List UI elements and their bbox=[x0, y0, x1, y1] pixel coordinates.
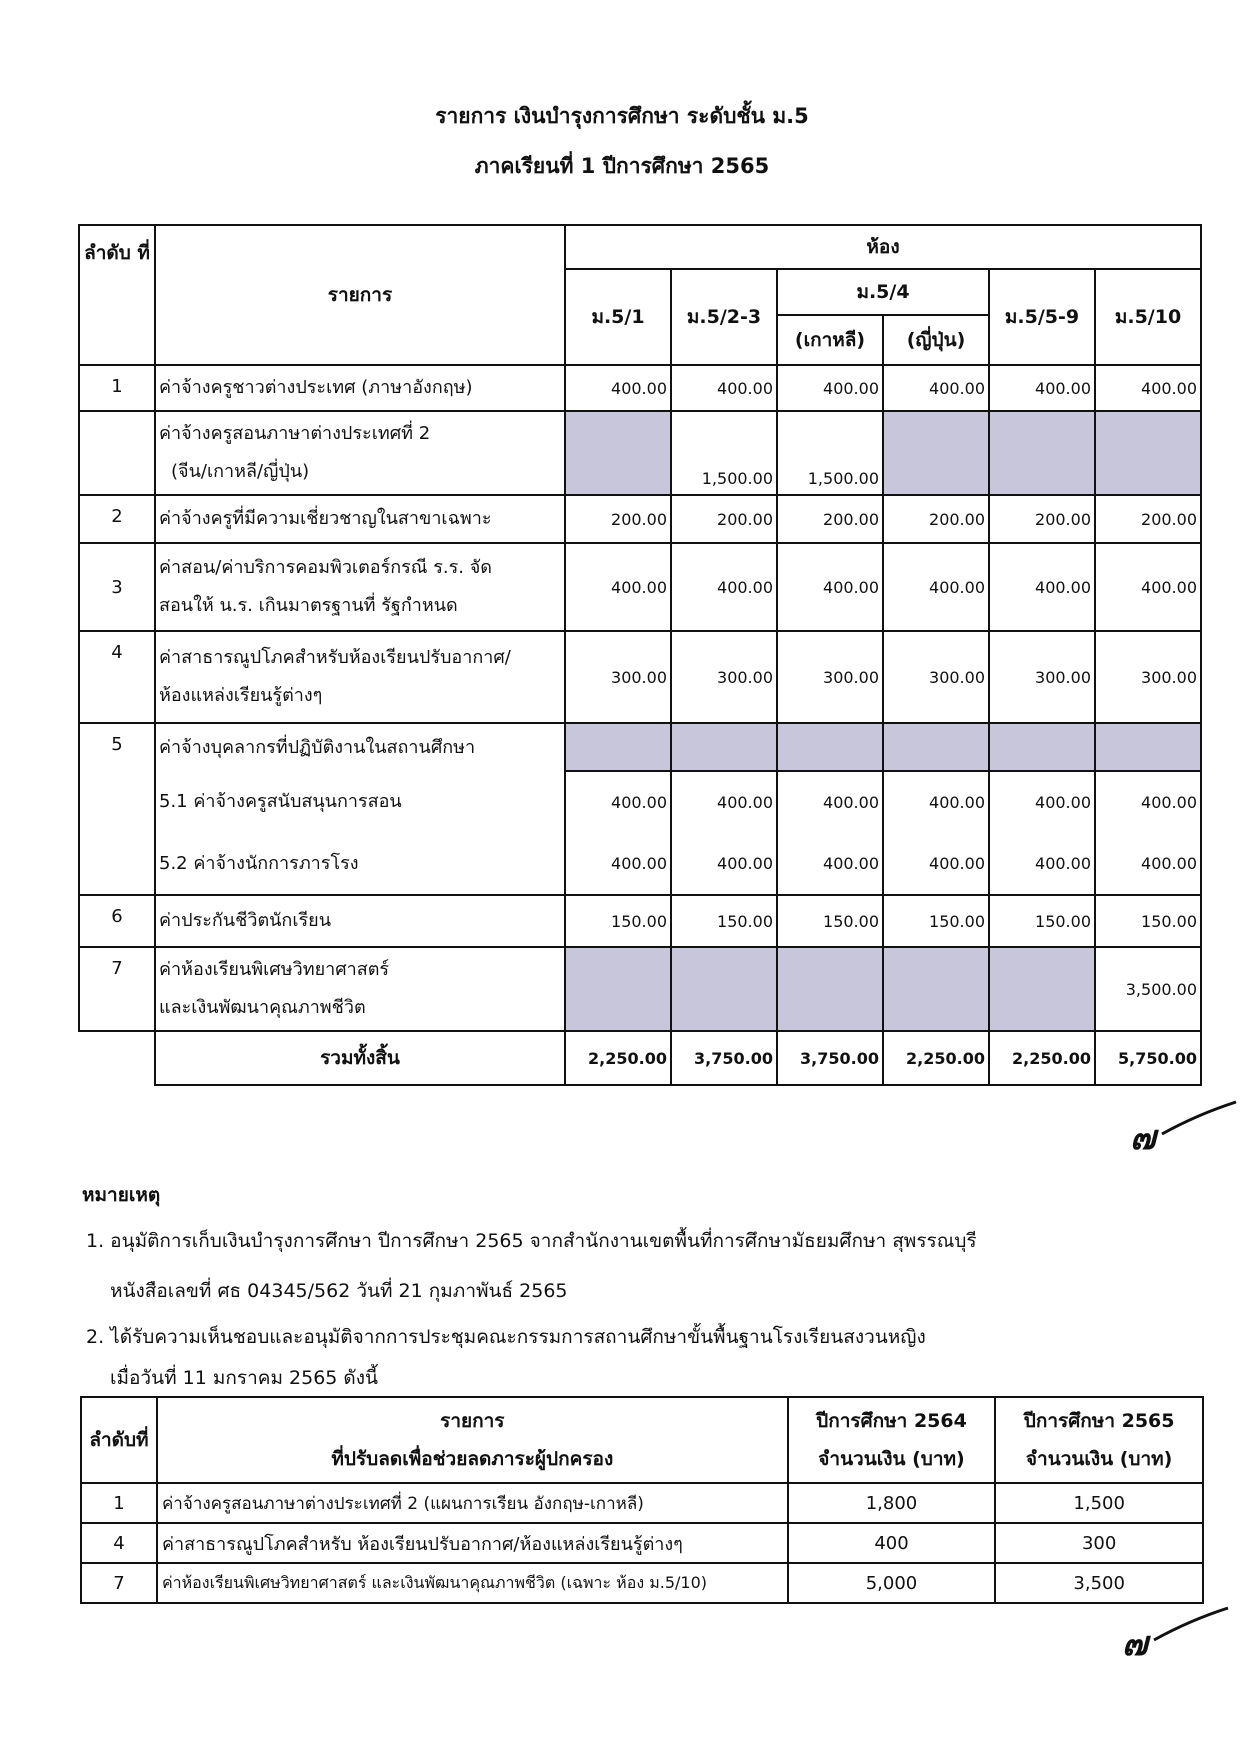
cell-value: 150.00 bbox=[989, 895, 1095, 947]
header-item: รายการ bbox=[155, 225, 565, 365]
notes-header-item-line1: รายการ bbox=[440, 1410, 505, 1432]
cell-value: 300.00 bbox=[883, 631, 989, 723]
total-value: 3,750.00 bbox=[671, 1031, 777, 1085]
notes-row-2565: 3,500 bbox=[995, 1563, 1203, 1603]
cell-value: 150.00 bbox=[671, 895, 777, 947]
row-number: 4 bbox=[79, 631, 155, 723]
notes-row-2564: 1,800 bbox=[788, 1483, 996, 1523]
row-item: 5.2 ค่าจ้างนักการภารโรง bbox=[155, 833, 565, 895]
cell-value: 400.00 bbox=[989, 833, 1095, 895]
row-item bbox=[155, 947, 565, 1031]
row-item: 5.1 ค่าจ้างครูสนับสนุนการสอน bbox=[155, 771, 565, 833]
notes-header-2564-line1: ปีการศึกษา 2564 bbox=[816, 1410, 967, 1432]
notes-header-2565 bbox=[995, 1397, 1203, 1483]
table-row bbox=[79, 771, 1201, 833]
notes-header-no: ลำดับที่ bbox=[81, 1397, 157, 1483]
cell-value: 400.00 bbox=[565, 543, 671, 631]
row-item-line2: สอนให้ น.ร. เกินมาตรฐานที่ รัฐกำหนด bbox=[159, 595, 458, 616]
cell-value: 300.00 bbox=[565, 631, 671, 723]
cell-value: 400.00 bbox=[1095, 543, 1201, 631]
table-row bbox=[79, 947, 1201, 1031]
handwritten-page-mark-bottom: ๗ bbox=[1122, 1624, 1148, 1664]
cell-shaded bbox=[883, 947, 989, 1031]
notes-header-2564 bbox=[788, 1397, 996, 1483]
total-value: 2,250.00 bbox=[883, 1031, 989, 1085]
cell-value: 300.00 bbox=[1095, 631, 1201, 723]
cell-shaded bbox=[1095, 411, 1201, 495]
cell-value: 400.00 bbox=[777, 365, 883, 411]
cell-shaded bbox=[883, 723, 989, 771]
total-label: รวมทั้งสิ้น bbox=[155, 1031, 565, 1085]
row-item-line2: (จีน/เกาหลี/ญี่ปุ่น) bbox=[171, 461, 310, 482]
cell-value: 400.00 bbox=[883, 771, 989, 833]
notes-row-2564: 400 bbox=[788, 1523, 996, 1563]
header-m5-5-9: ม.5/5-9 bbox=[989, 269, 1095, 365]
table-row bbox=[79, 833, 1201, 895]
table-row bbox=[79, 411, 1201, 495]
cell-shaded bbox=[989, 947, 1095, 1031]
header-no: ลำดับ ที่ bbox=[79, 225, 155, 365]
row-item bbox=[155, 543, 565, 631]
notes-heading: หมายเหตุ bbox=[82, 1184, 161, 1206]
cell-value: 1,500.00 bbox=[671, 411, 777, 495]
note-2-line1: 2. ได้รับความเห็นชอบและอนุมัติจากการประชุมคณะกรรมการสถานศึกษาขั้นพื้นฐานโรงเรียนสงวนหญิง bbox=[86, 1326, 926, 1348]
cell-value: 400.00 bbox=[1095, 771, 1201, 833]
cell-value: 400.00 bbox=[989, 365, 1095, 411]
notes-header-2565-line1: ปีการศึกษา 2565 bbox=[1023, 1410, 1175, 1432]
table-row bbox=[79, 723, 1201, 771]
table-row bbox=[79, 495, 1201, 543]
fee-table bbox=[78, 224, 1202, 1086]
cell-value: 150.00 bbox=[1095, 895, 1201, 947]
header-m5-4-japanese: (ญี่ปุ่น) bbox=[883, 315, 989, 365]
row-item bbox=[155, 411, 565, 495]
cell-value: 400.00 bbox=[565, 365, 671, 411]
reduced-fees-table bbox=[80, 1396, 1204, 1604]
row-item-line2: และเงินพัฒนาคุณภาพชีวิต bbox=[159, 997, 366, 1018]
cell-value: 200.00 bbox=[565, 495, 671, 543]
cell-value: 200.00 bbox=[671, 495, 777, 543]
cell-shaded bbox=[565, 947, 671, 1031]
notes-row-item: ค่าจ้างครูสอนภาษาต่างประเทศที่ 2 (แผนการเรียน อังกฤษ-เกาหลี) bbox=[157, 1483, 788, 1523]
row-item: ค่าประกันชีวิตนักเรียน bbox=[155, 895, 565, 947]
cell-shaded bbox=[565, 723, 671, 771]
cell-value: 300.00 bbox=[777, 631, 883, 723]
table-row bbox=[79, 543, 1201, 631]
document-subtitle: ภาคเรียนที่ 1 ปีการศึกษา 2565 bbox=[474, 154, 770, 178]
row-number: 6 bbox=[79, 895, 155, 947]
row-number: 5 bbox=[79, 723, 155, 895]
row-number: 2 bbox=[79, 495, 155, 543]
cell-value: 3,500.00 bbox=[1095, 947, 1201, 1031]
cell-value: 400.00 bbox=[671, 543, 777, 631]
handwritten-page-mark: ๗ bbox=[1130, 1118, 1156, 1158]
notes-header-2564-line2: จำนวนเงิน (บาท) bbox=[818, 1448, 965, 1470]
cell-shaded bbox=[671, 723, 777, 771]
row-number: 3 bbox=[79, 543, 155, 631]
cell-value: 400.00 bbox=[883, 833, 989, 895]
cell-value: 200.00 bbox=[777, 495, 883, 543]
header-m5-10: ม.5/10 bbox=[1095, 269, 1201, 365]
cell-value: 150.00 bbox=[777, 895, 883, 947]
row-number bbox=[79, 411, 155, 495]
table-row bbox=[79, 631, 1201, 723]
cell-value: 300.00 bbox=[671, 631, 777, 723]
cell-value: 200.00 bbox=[883, 495, 989, 543]
row-number: 7 bbox=[79, 947, 155, 1031]
row-number: 1 bbox=[79, 365, 155, 411]
header-room: ห้อง bbox=[565, 225, 1201, 269]
cell-value: 400.00 bbox=[989, 543, 1095, 631]
notes-row-2565: 1,500 bbox=[995, 1483, 1203, 1523]
note-1-line1: 1. อนุมัติการเก็บเงินบำรุงการศึกษา ปีการศึกษา 2565 จากสำนักงานเขตพื้นที่การศึกษามัธยมศึกษา สุพรรณบุรี bbox=[86, 1230, 977, 1252]
cell-value: 400.00 bbox=[777, 771, 883, 833]
cell-value: 400.00 bbox=[671, 771, 777, 833]
handwritten-stroke-icon bbox=[1152, 1606, 1232, 1646]
notes-header-2565-line2: จำนวนเงิน (บาท) bbox=[1025, 1448, 1173, 1470]
cell-value: 400.00 bbox=[989, 771, 1095, 833]
cell-value: 1,500.00 bbox=[777, 411, 883, 495]
total-row bbox=[79, 1031, 1201, 1085]
table-row bbox=[81, 1563, 1203, 1603]
handwritten-stroke-icon bbox=[1160, 1100, 1240, 1140]
cell-shaded bbox=[989, 411, 1095, 495]
cell-value: 400.00 bbox=[565, 771, 671, 833]
row-item-line1: ค่าห้องเรียนพิเศษวิทยาศาสตร์ bbox=[159, 959, 390, 980]
note-2-line2: เมื่อวันที่ 11 มกราคม 2565 ดังนี้ bbox=[110, 1367, 379, 1389]
row-item-line2: ห้องแหล่งเรียนรู้ต่างๆ bbox=[159, 685, 323, 706]
row-item-line1: ค่าสอน/ค่าบริการคอมพิวเตอร์กรณี ร.ร. จัด bbox=[159, 557, 492, 578]
note-1-line2: หนังสือเลขที่ ศธ 04345/562 วันที่ 21 กุมภาพันธ์ 2565 bbox=[110, 1280, 568, 1302]
header-m5-2-3: ม.5/2-3 bbox=[671, 269, 777, 365]
cell-value: 400.00 bbox=[1095, 833, 1201, 895]
cell-value: 300.00 bbox=[989, 631, 1095, 723]
row-item bbox=[155, 631, 565, 723]
cell-value: 400.00 bbox=[883, 543, 989, 631]
total-value: 5,750.00 bbox=[1095, 1031, 1201, 1085]
cell-value: 400.00 bbox=[777, 833, 883, 895]
cell-shaded bbox=[777, 723, 883, 771]
table-row bbox=[81, 1523, 1203, 1563]
header-m5-4: ม.5/4 bbox=[777, 269, 989, 315]
cell-value: 400.00 bbox=[1095, 365, 1201, 411]
row-item: ค่าจ้างบุคลากรที่ปฏิบัติงานในสถานศึกษา bbox=[155, 723, 565, 771]
notes-row-2564: 5,000 bbox=[788, 1563, 996, 1603]
notes-row-item: ค่าสาธารณูปโภคสำหรับ ห้องเรียนปรับอากาศ/ห้องแหล่งเรียนรู้ต่างๆ bbox=[157, 1523, 788, 1563]
cell-value: 150.00 bbox=[565, 895, 671, 947]
cell-value: 200.00 bbox=[1095, 495, 1201, 543]
notes-header-item bbox=[157, 1397, 788, 1483]
cell-value: 400.00 bbox=[671, 833, 777, 895]
document-title: รายการ เงินบำรุงการศึกษา ระดับชั้น ม.5 bbox=[435, 104, 809, 128]
cell-value: 400.00 bbox=[671, 365, 777, 411]
row-item: ค่าจ้างครูที่มีความเชี่ยวชาญในสาขาเฉพาะ bbox=[155, 495, 565, 543]
cell-shaded bbox=[989, 723, 1095, 771]
notes-row-no: 1 bbox=[81, 1483, 157, 1523]
cell-value: 400.00 bbox=[777, 543, 883, 631]
total-value: 2,250.00 bbox=[565, 1031, 671, 1085]
table-row bbox=[79, 365, 1201, 411]
cell-value: 400.00 bbox=[883, 365, 989, 411]
notes-row-no: 4 bbox=[81, 1523, 157, 1563]
cell-value: 400.00 bbox=[565, 833, 671, 895]
table-row bbox=[81, 1483, 1203, 1523]
table-row bbox=[79, 895, 1201, 947]
cell-value: 200.00 bbox=[989, 495, 1095, 543]
notes-row-item: ค่าห้องเรียนพิเศษวิทยาศาสตร์ และเงินพัฒนาคุณภาพชีวิต (เฉพาะ ห้อง ม.5/10) bbox=[157, 1563, 788, 1603]
notes-header-item-line2: ที่ปรับลดเพื่อช่วยลดภาระผู้ปกครอง bbox=[331, 1448, 614, 1470]
notes-row-no: 7 bbox=[81, 1563, 157, 1603]
row-item-line1: ค่าสาธารณูปโภคสำหรับห้องเรียนปรับอากาศ/ bbox=[159, 647, 511, 668]
cell-shaded bbox=[777, 947, 883, 1031]
cell-shaded bbox=[671, 947, 777, 1031]
total-value: 2,250.00 bbox=[989, 1031, 1095, 1085]
header-m5-1: ม.5/1 bbox=[565, 269, 671, 365]
cell-shaded bbox=[1095, 723, 1201, 771]
cell-value: 150.00 bbox=[883, 895, 989, 947]
total-value: 3,750.00 bbox=[777, 1031, 883, 1085]
notes-row-2565: 300 bbox=[995, 1523, 1203, 1563]
row-item: ค่าจ้างครูชาวต่างประเทศ (ภาษาอังกฤษ) bbox=[155, 365, 565, 411]
cell-shaded bbox=[565, 411, 671, 495]
row-item-line1: ค่าจ้างครูสอนภาษาต่างประเทศที่ 2 bbox=[159, 423, 431, 444]
header-m5-4-korean: (เกาหลี) bbox=[777, 315, 883, 365]
cell-shaded bbox=[883, 411, 989, 495]
